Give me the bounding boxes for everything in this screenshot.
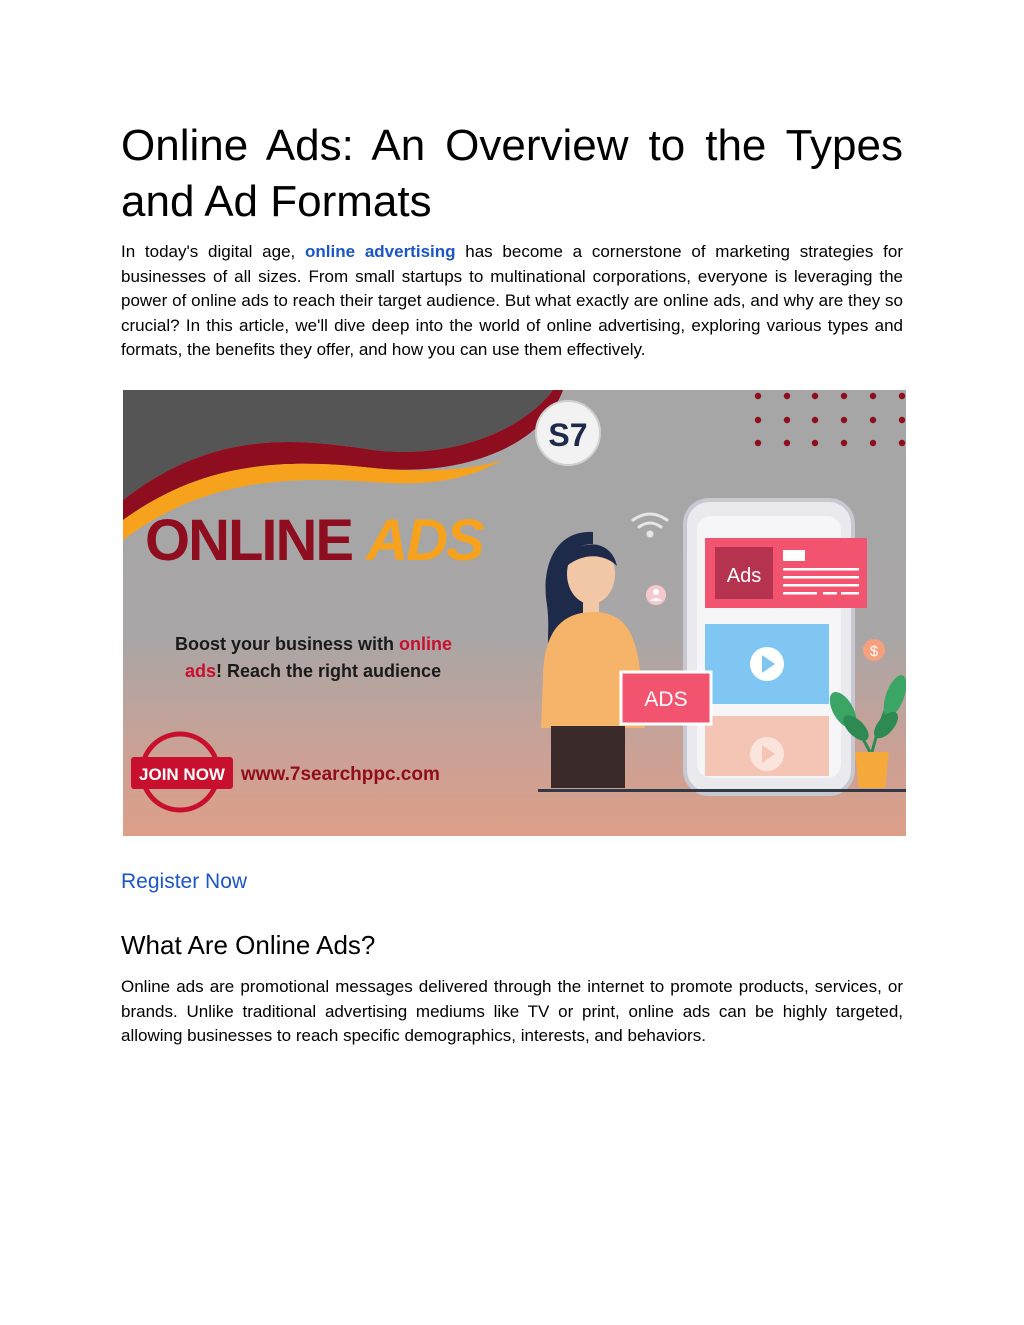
section-heading: What Are Online Ads? [121, 930, 376, 960]
coin-icon [863, 639, 885, 661]
wifi-icon [633, 514, 667, 536]
headline-ads: ADS [366, 508, 483, 573]
banner-headline [145, 508, 485, 573]
tagline-line1-a: Boost your business with [175, 634, 400, 654]
ads-sign-label: ADS [644, 688, 688, 711]
website-url: www.7searchppc.com [241, 764, 440, 785]
join-now-badge [131, 734, 233, 810]
tagline-line1-b: online [399, 634, 453, 654]
intro-text-before: In today's digital age, [121, 242, 306, 261]
article-title: Online Ads: An Overview to the Types and Ad Formats [121, 121, 903, 226]
register-now-link[interactable]: Register Now [121, 870, 248, 893]
online-ads-banner-image [123, 390, 906, 836]
tagline-line1 [175, 634, 452, 654]
tagline-line2-b: ! Reach the right audience [216, 661, 442, 681]
tagline-line2 [185, 661, 441, 681]
join-now-label: JOIN NOW [139, 765, 225, 784]
phone-ad-label: Ads [726, 565, 762, 587]
intro-paragraph [121, 240, 903, 363]
smartphone-illustration [685, 500, 867, 794]
intro-text-after: has become a cornerstone of marketing strategies for businesses of all sizes. From small startups to multinational corporations, everyone is leveraging the power of online ads to reach their target audience. But what exactly are online ads, and why are they so crucial? In this article, we'll dive deep into the world of online advertising, exploring various types and formats, the benefits they offer, and how you can use them effectively. [121, 242, 903, 359]
user-badge-icon [646, 585, 666, 605]
s7-logo [536, 401, 600, 465]
logo-text: S7 [548, 417, 588, 453]
svg-text:$: $ [869, 643, 879, 660]
online-advertising-link[interactable]: online advertising [305, 242, 456, 261]
dot-grid-decoration [755, 393, 905, 446]
section-body-paragraph: Online ads are promotional messages delivered through the internet to promote products, services, or brands. Unlike traditional advertising mediums like TV or print, online ads can be highly targeted, allowing businesses to reach specific demographics, interests, and behaviors. [121, 977, 903, 1045]
tagline-line2-a: ads [185, 661, 217, 681]
headline-online: ONLINE [145, 508, 367, 573]
